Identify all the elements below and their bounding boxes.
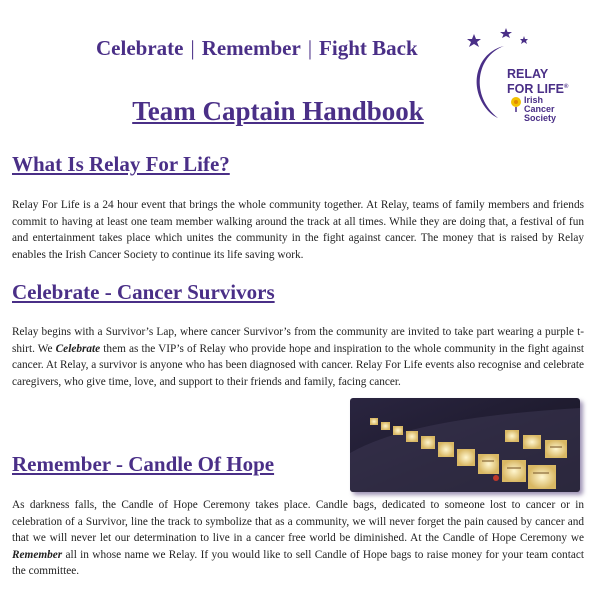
- section-body-remember: As darkness falls, the Candle of Hope Ceremony takes place. Candle bags, dedicated to someone lost to cancer or in celebration of a Survivor, line the track to symbolize that as a community, we will never forget the pain caused by cancer and that we will never let our determination to live in a cancer free world be diminished. At the Candle of Hope Ceremony we Remember all in whose name we Relay. If you would like to sell Candle of Hope bags to raise money for your team contact the committee.: [12, 499, 584, 577]
- section-heading-celebrate: Celebrate - Cancer Survivors: [12, 280, 275, 304]
- section-body-celebrate: Relay begins with a Survivor’s Lap, where cancer Survivor’s from the community are invited to take part wearing a purple t-shirt. We Celebrate them as the VIP’s of Relay who provide hope and inspiration to the whole community in the fight against cancer. At Relay, a survivor is anyone who has been diagnosed with cancer. Relay For Life events also recognise and celebrate caregivers, who give time, love, and support to their friends and family, facing cancer.: [12, 326, 584, 388]
- tagline-celebrate: Celebrate: [96, 36, 184, 60]
- logo-wordmark: RELAY FOR LIFE®: [507, 67, 569, 97]
- emphasis-celebrate: Celebrate: [55, 342, 101, 355]
- section-heading-remember: Remember - Candle Of Hope: [12, 452, 275, 476]
- section-body-what-is-relay: Relay For Life is a 24 hour event that brings the whole community together. At Relay, teams of family members and friends commit to having at least one team member walking around the track at all times. While they are doing that, a festival of fun and entertainment takes place which unites the community in the fight against cancer. The money that is raised by Relay enables the Irish Cancer Society to continue its life saving work.: [12, 199, 584, 261]
- candle-bags-photo: [350, 398, 580, 492]
- tagline: [96, 36, 436, 61]
- tagline-separator: |: [307, 36, 313, 60]
- tagline-remember: Remember: [201, 36, 301, 60]
- tagline-fight-back: Fight Back: [319, 36, 418, 60]
- emphasis-remember: Remember: [12, 548, 63, 561]
- tagline-separator: |: [190, 36, 195, 60]
- section-heading-what-is-relay: What Is Relay For Life?: [12, 152, 230, 176]
- irish-cancer-society-label: Irish Cancer Society: [524, 95, 557, 123]
- page-title: Team Captain Handbook: [132, 96, 424, 126]
